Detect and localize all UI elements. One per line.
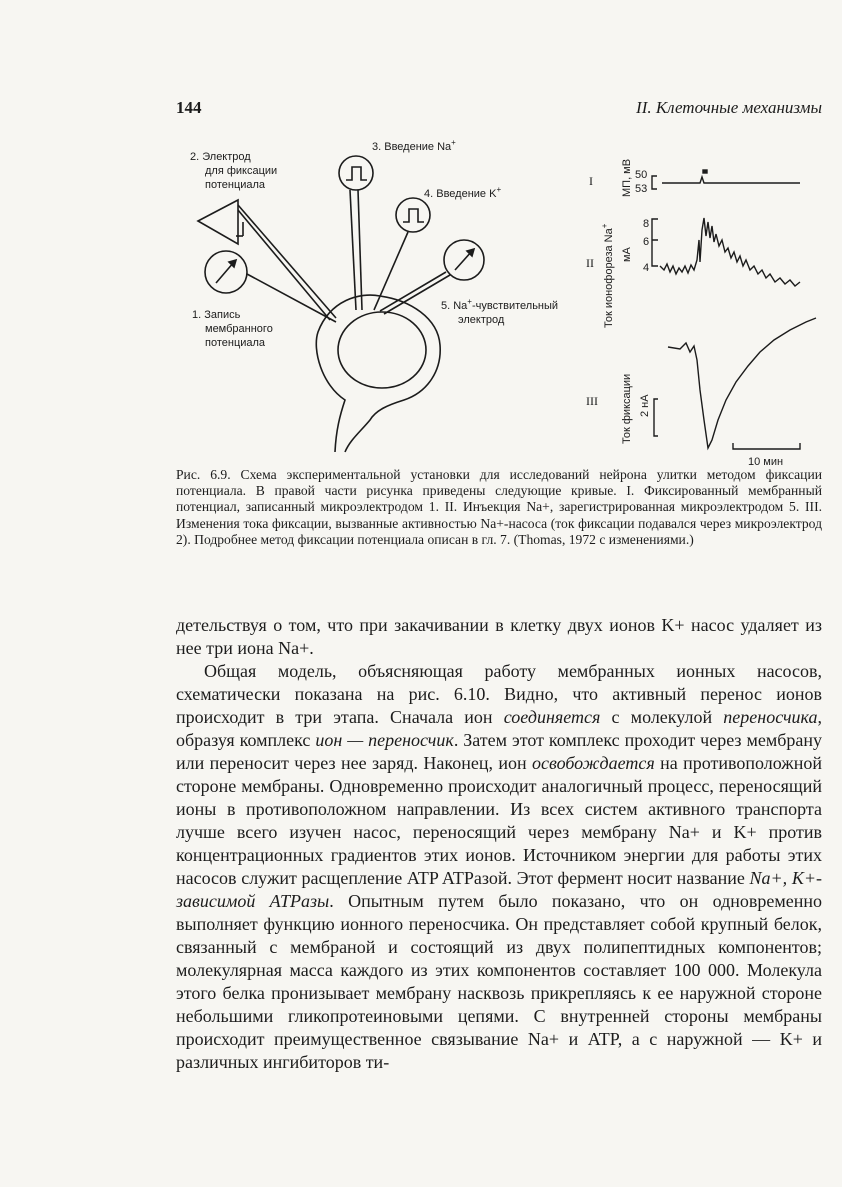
neuron-soma bbox=[316, 295, 440, 452]
axis-3-scale: 2 нА bbox=[639, 394, 651, 417]
label-na-injection: 3. Введение Na+ bbox=[372, 138, 456, 153]
trace-label-II: II bbox=[586, 256, 594, 270]
trace-label-I: I bbox=[589, 174, 593, 188]
running-title: II. Клеточные механизмы bbox=[636, 98, 822, 117]
paragraph-2: Общая модель, объясняющая работу мембранных ионных насосов, схематически показана на рис. 6.10. Видно, что активный перенос ионов происходит в три этапа. Сначала ион соединяется с молекулой переносчика, образуя комплекс ион — переносчик. Затем этот комплекс проходит через мембрану или переносит через нее заряд. Наконец, ион освобождается на противоположной стороне мембраны. Одновременно происходит аналогичный процесс, переносящий ионы в противоположном направлении. Из всех систем активного транспорта лучше всего изучен насос, переносящий через мембрану Na+ и K+ против концентрационных градиентов этих ионов. Источником энергии для работы этих насосов служит расщепление ATP ATPазой. Этот фермент носит название Na+, K+-зависимой ATPазы. Опытным путем было показано, что он одновременно выполняет функцию ионного переносчика. Он представляет собой крупный белок, связанный с мембраной и состоящий из двух полипептидных компонентов; молекулярная масса каждого из этих компонентов составляет 100 000. Молекула этого белка пронизывает мембрану насквозь прикрепляясь к ее наружной стороне небольшими гликопротеиновыми цепями. С внутренней стороны мембраны происходит преимущественное связывание Na+ и ATP, а с наружной — K+ и различных ингибиторов ти- bbox=[176, 661, 823, 1072]
axis-1-tick-50: 50 bbox=[635, 169, 648, 181]
main-text bbox=[176, 614, 822, 1074]
label-recording-line3: потенциала bbox=[205, 337, 266, 349]
paragraph-1: детельствуя о том, что при закачивании в клетку двух ионов K+ насос удаляет из нее три иона Na+. bbox=[176, 615, 822, 658]
trace-label-III: III bbox=[586, 394, 598, 408]
na-injector-icon bbox=[339, 156, 373, 190]
label-na-electrode: 5. Na+-чувствительный bbox=[441, 297, 559, 312]
page-number: 144 bbox=[176, 98, 202, 117]
trace-III bbox=[668, 318, 816, 448]
trace-I bbox=[662, 177, 800, 183]
axis-2-tick-4: 4 bbox=[643, 262, 650, 274]
k-injector-icon bbox=[396, 198, 430, 232]
neuron-nucleus bbox=[338, 312, 426, 388]
label-recording: 1. Запись bbox=[192, 309, 241, 321]
label-electrode-2-line3: потенциала bbox=[205, 179, 266, 191]
axis-1-tick-53: 53 bbox=[635, 183, 648, 195]
axis-2-tick-6: 6 bbox=[643, 236, 650, 248]
label-k-injection: 4. Введение K+ bbox=[424, 185, 502, 200]
figure-6-9 bbox=[0, 0, 842, 470]
axis-1-label: МП, мВ bbox=[621, 158, 633, 197]
axis-2-tick-8: 8 bbox=[643, 218, 650, 230]
amplifier-icon bbox=[198, 200, 238, 244]
label-recording-line2: мембранного bbox=[205, 323, 273, 335]
label-na-electrode-line2: электрод bbox=[458, 314, 505, 326]
label-electrode-2: 2. Электрод bbox=[190, 151, 251, 163]
electrode-1 bbox=[247, 274, 336, 322]
figure-caption: Рис. 6.9. Схема экспериментальной установки для исследований нейрона улитки методом фиксации потенциала. В правой части рисунка приведены следующие кривые. I. Фиксированный мембранный потенциал, записанный микроэлектродом 1. II. Инъекция Na+, зарегистрированная микроэлектродом 5. III. Изменения тока фиксации, вызванные активностью Na+-насоса (ток фиксации подавался через микроэлектрод 2). Подробнее метод фиксации потенциала описан в гл. 7. (Thomas, 1972 с изменениями.) bbox=[176, 467, 822, 547]
axis-3-label: Ток фиксации bbox=[621, 373, 633, 444]
label-electrode-2-line2: для фиксации bbox=[205, 165, 278, 177]
axis-2-unit: мА bbox=[621, 247, 633, 262]
axis-2-label: Ток ионофореза Na+ bbox=[600, 223, 615, 328]
time-scale-label: 10 мин bbox=[748, 456, 784, 468]
electrode-3 bbox=[350, 190, 356, 310]
trace-II bbox=[660, 218, 800, 286]
